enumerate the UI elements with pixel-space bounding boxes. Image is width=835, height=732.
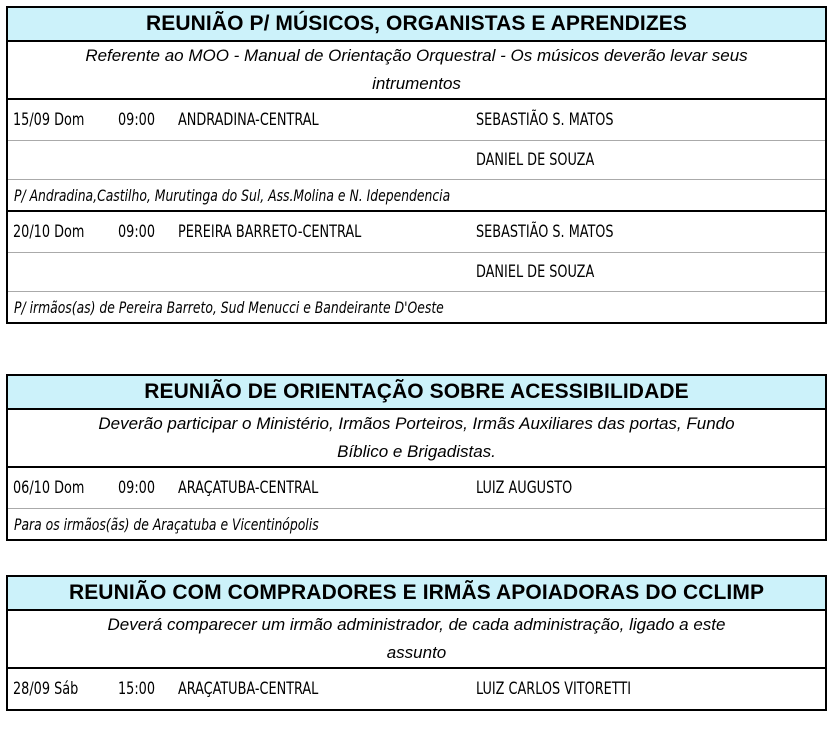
- event-note: P/ Andradina,Castilho, Murutinga do Sul, Ass.Molina e N. Idependencia: [8, 180, 825, 212]
- event-row: [8, 468, 825, 509]
- event-person: DANIEL DE SOUZA: [476, 262, 595, 282]
- meeting-section-accessibility: [6, 374, 827, 541]
- event-time: 09:00: [118, 478, 156, 498]
- event-person: LUIZ CARLOS VITORETTI: [476, 679, 631, 699]
- event-location: PEREIRA BARRETO-CENTRAL: [178, 222, 362, 242]
- event-time: 09:00: [118, 222, 156, 242]
- event-date: 20/10 Dom: [13, 222, 85, 242]
- meeting-section-musicians: [6, 6, 827, 324]
- meeting-section-buyers: [6, 575, 827, 711]
- event-date: 28/09 Sáb: [13, 679, 79, 699]
- event-location: ARAÇATUBA-CENTRAL: [178, 679, 319, 699]
- event-row: [8, 212, 825, 253]
- event-location: ARAÇATUBA-CENTRAL: [178, 478, 319, 498]
- section-title: REUNIÃO P/ MÚSICOS, ORGANISTAS E APRENDIZES: [8, 8, 825, 42]
- section-description: Deverão participar o Ministério, Irmãos Porteiros, Irmãs Auxiliares das portas, Fundo Bíblico e Brigadistas.: [8, 410, 825, 468]
- event-time: 09:00: [118, 110, 156, 130]
- section-description: Referente ao MOO - Manual de Orientação Orquestral - Os músicos deverão levar seus intrumentos: [8, 42, 825, 100]
- event-row-extra: [8, 141, 825, 180]
- event-time: 15:00: [118, 679, 156, 699]
- event-person: LUIZ AUGUSTO: [476, 478, 573, 498]
- event-date: 06/10 Dom: [13, 478, 85, 498]
- event-location: ANDRADINA-CENTRAL: [178, 110, 319, 130]
- section-title: REUNIÃO DE ORIENTAÇÃO SOBRE ACESSIBILIDADE: [8, 376, 825, 410]
- event-note: P/ irmãos(as) de Pereira Barreto, Sud Menucci e Bandeirante D'Oeste: [14, 297, 444, 317]
- event-person: SEBASTIÃO S. MATOS: [476, 110, 614, 130]
- event-row: [8, 100, 825, 141]
- event-row-extra: [8, 253, 825, 292]
- event-row: [8, 669, 825, 709]
- section-description: Deverá comparecer um irmão administrador, de cada administração, ligado a este assunto: [8, 611, 825, 669]
- section-title: REUNIÃO COM COMPRADORES E IRMÃS APOIADORAS DO CCLIMP: [8, 577, 825, 611]
- event-person: SEBASTIÃO S. MATOS: [476, 222, 614, 242]
- event-date: 15/09 Dom: [13, 110, 85, 130]
- event-person: DANIEL DE SOUZA: [476, 150, 595, 170]
- event-note: Para os irmãos(ãs) de Araçatuba e Vicentinópolis: [14, 514, 319, 534]
